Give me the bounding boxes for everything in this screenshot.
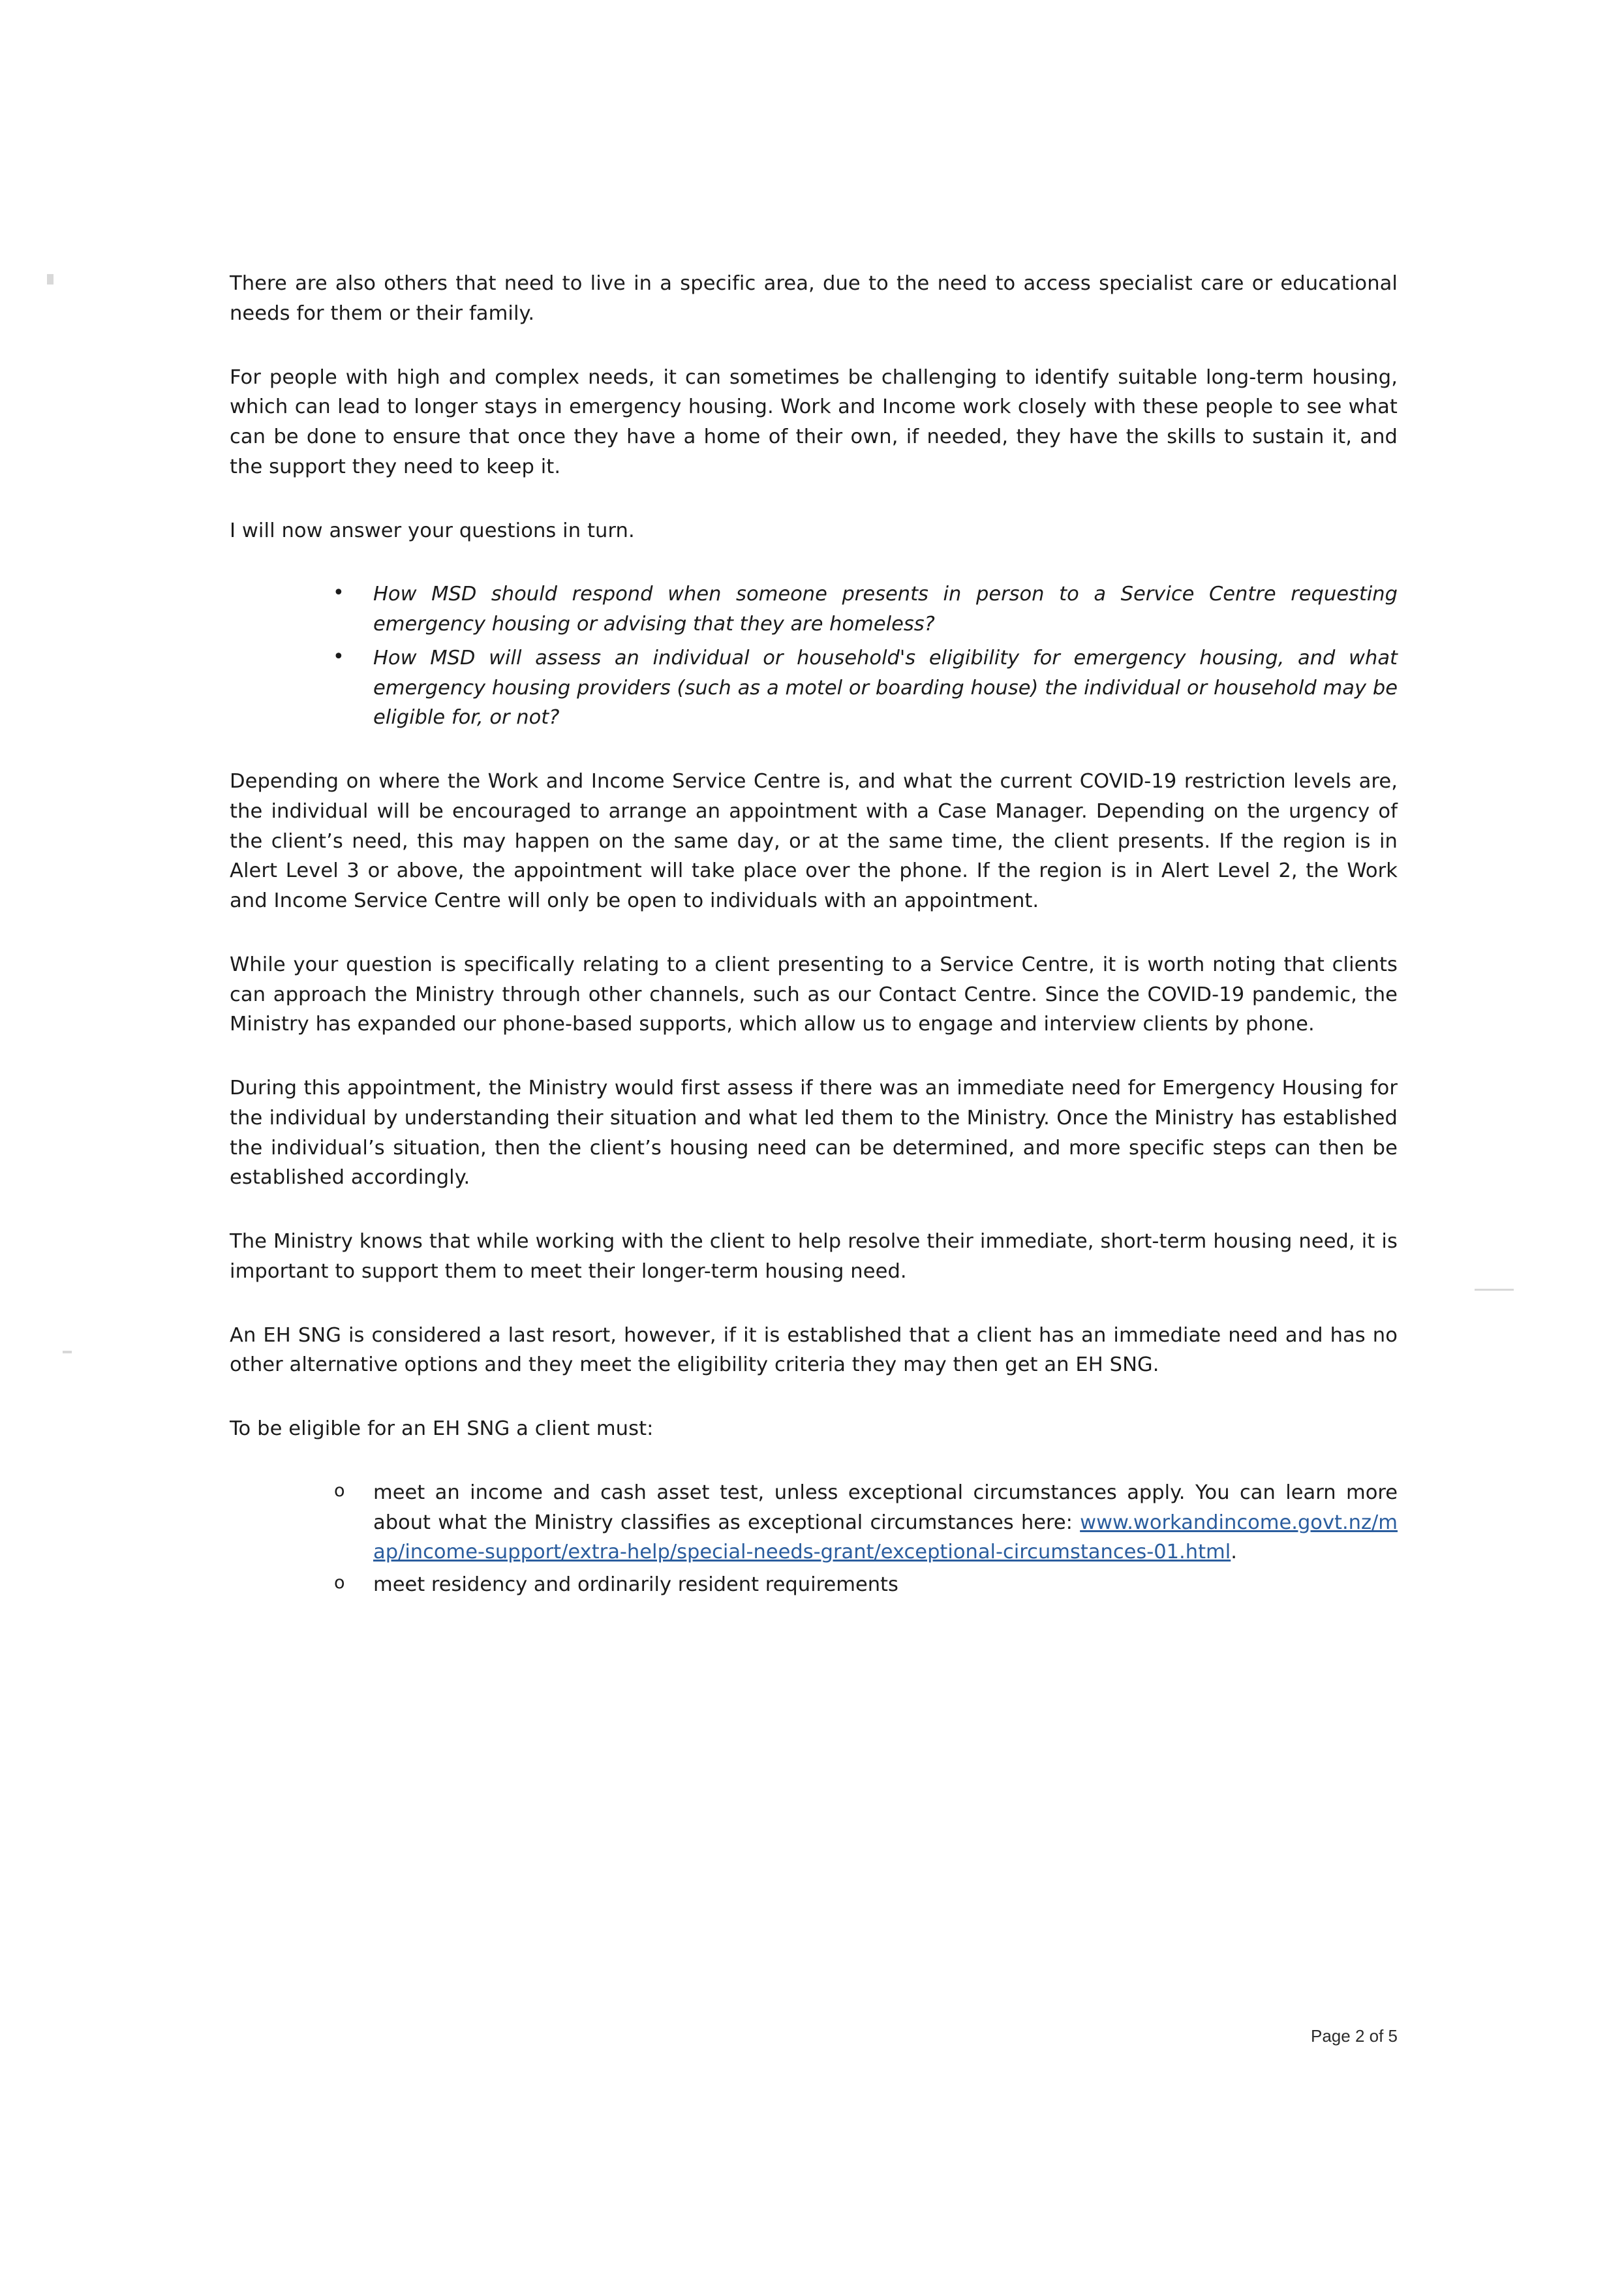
workandincome-exceptional-circumstances-link[interactable]: www.workandincome.govt.nz/map/income-support/extra-help/special-needs-grant/exceptional-circumstances-01.html bbox=[373, 1511, 1398, 1564]
paragraph-5: While your question is specifically relating to a client presenting to a Service Centre, it is worth noting that clients can approach the Ministry through other channels, such as our Contact Centre. Since the COVID-19 pandemic, the Ministry has expanded our phone-based supports, which allow us to engage and interview clients by phone. bbox=[230, 953, 1398, 1036]
eligibility-criteria-list bbox=[328, 1478, 1398, 1600]
paragraph-9: To be eligible for an EH SNG a client must: bbox=[230, 1417, 654, 1440]
scan-artifact-left bbox=[63, 1351, 72, 1353]
list-item: • How MSD should respond when someone presents in person to a Service Centre requesting emergency housing or advising that they are homeless? bbox=[328, 579, 1398, 639]
page-footer: Page 2 of 5 bbox=[1311, 2026, 1398, 2046]
question-list bbox=[328, 579, 1398, 733]
document-body bbox=[230, 269, 1398, 1634]
list-item: o meet residency and ordinarily resident requirements bbox=[328, 1570, 1398, 1600]
paragraph-3: I will now answer your questions in turn. bbox=[230, 519, 635, 542]
paragraph-8: An EH SNG is considered a last resort, however, if it is established that a client has an immediate need and has no other alternative options and they meet the eligibility criteria they may then get an EH SNG. bbox=[230, 1323, 1398, 1377]
paragraph-6: During this appointment, the Ministry would first assess if there was an immediate need for Emergency Housing for the individual by understanding their situation and what led them to the Ministry. Once the Ministry has established the individual’s situation, then the client’s housing need can be determined, and more specific steps can then be established accordingly. bbox=[230, 1077, 1398, 1190]
paragraph-4: Depending on where the Work and Income Service Centre is, and what the current COVID-19 restriction levels are, the individual will be encouraged to arrange an appointment with a Case Manager. Depending on the urgency of the client’s need, this may happen on the same day, or at the same time, the client presents. If the region is in Alert Level 3 or above, the appointment will take place over the phone. If the region is in Alert Level 2, the Work and Income Service Centre will only be open to individuals with an appointment. bbox=[230, 770, 1398, 912]
criteria-text-after-link: . bbox=[1231, 1541, 1237, 1564]
paragraph-1: There are also others that need to live in a specific area, due to the need to access specialist care or educational needs for them or their family. bbox=[230, 272, 1398, 325]
list-item: • How MSD will assess an individual or household's eligibility for emergency housing, and what emergency housing providers (such as a motel or boarding house) the individual or household may be eligible for, or not? bbox=[328, 643, 1398, 733]
list-item bbox=[328, 1478, 1398, 1567]
criteria-text-before-link: meet an income and cash asset test, unless exceptional circumstances apply. You can learn more about what the Ministry classifies as exceptional circumstances here: bbox=[373, 1481, 1398, 1534]
paragraph-2: For people with high and complex needs, it can sometimes be challenging to identify suitable long-term housing, which can lead to longer stays in emergency housing. Work and Income work closely with these people to see what can be done to ensure that once they have a home of their own, if needed, they have the skills to sustain it, and the support they need to keep it. bbox=[230, 365, 1398, 478]
paragraph-7: The Ministry knows that while working with the client to help resolve their immediate, short-term housing need, it is important to support them to meet their longer-term housing need. bbox=[230, 1230, 1398, 1283]
scan-artifact-right bbox=[1475, 1289, 1514, 1291]
scan-artifact-top-left bbox=[47, 274, 54, 285]
